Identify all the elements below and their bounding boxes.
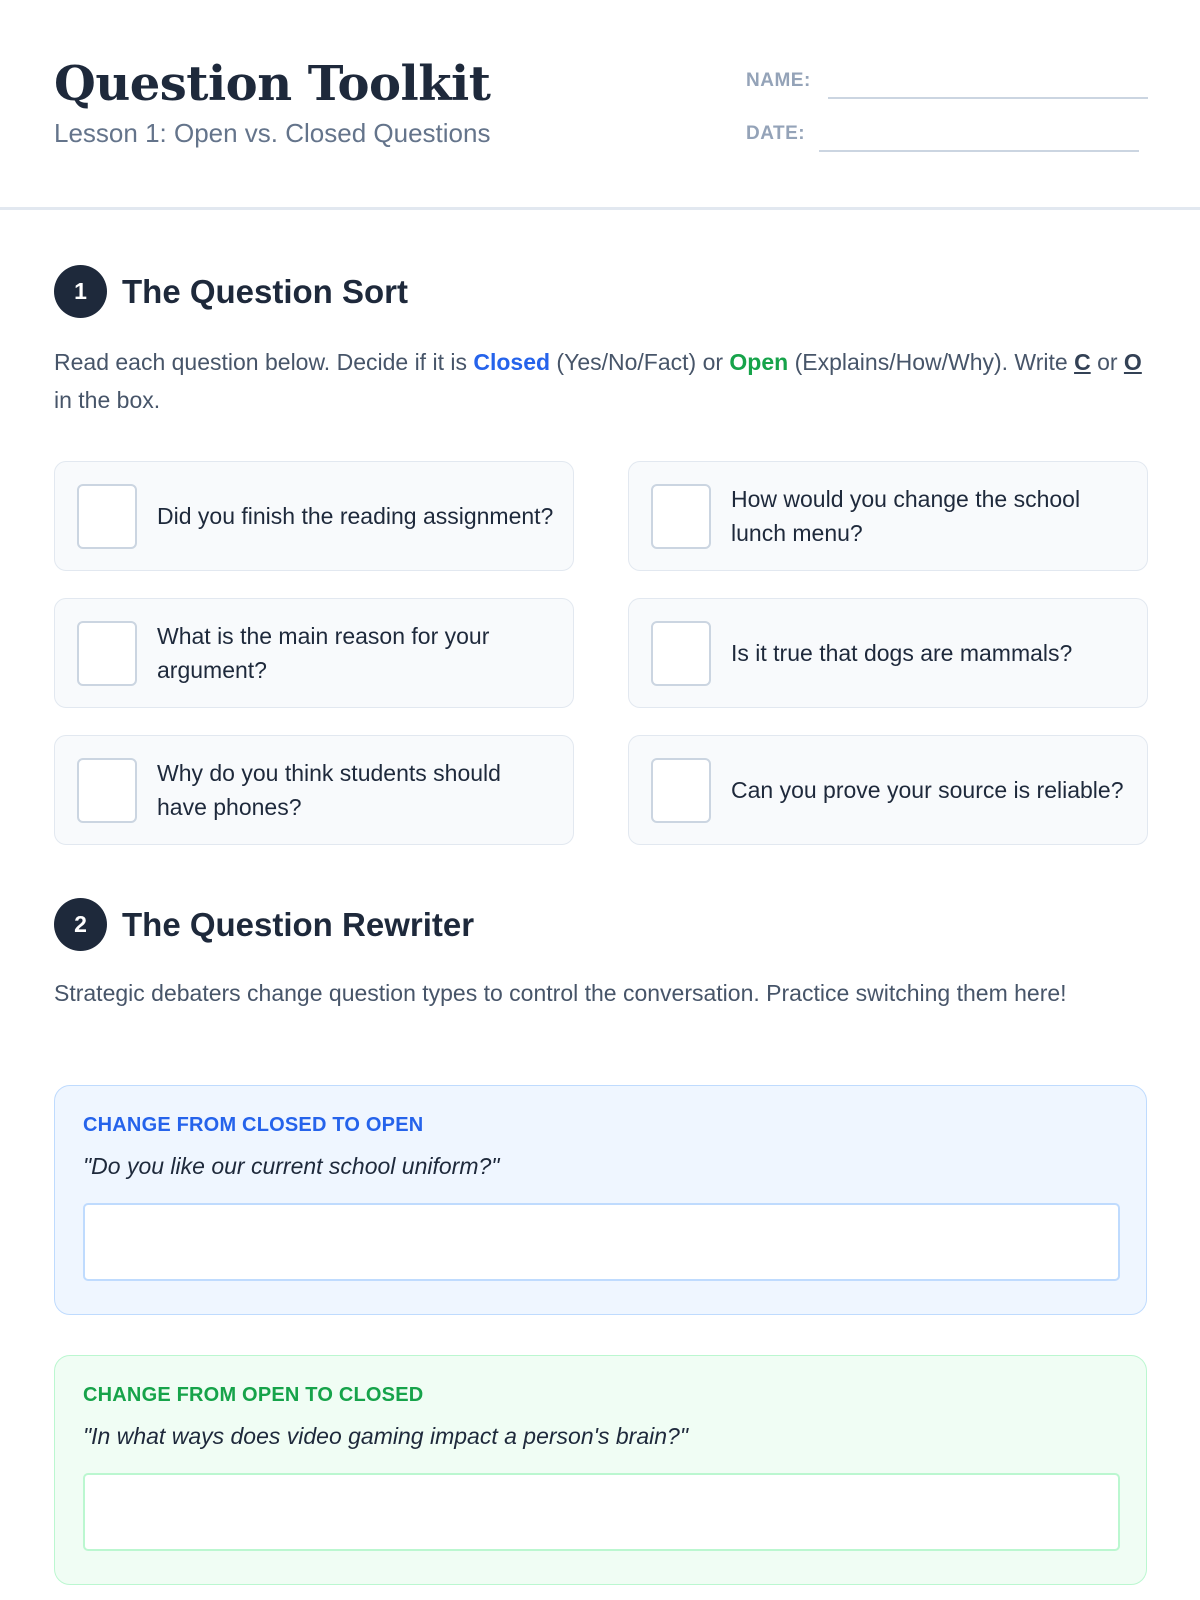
answer-box[interactable] bbox=[77, 758, 137, 823]
name-field[interactable] bbox=[828, 97, 1148, 99]
closed-rewrite-input[interactable] bbox=[83, 1473, 1120, 1551]
instruction-text: (Explains/How/Why). Write bbox=[788, 349, 1075, 375]
section-2-instructions: Strategic debaters change question types to control the conversation. Practice switching them here! bbox=[54, 980, 1067, 1006]
answer-box[interactable] bbox=[651, 758, 711, 823]
section-1-heading bbox=[54, 265, 408, 318]
lesson-subtitle: Lesson 1: Open vs. Closed Questions bbox=[54, 118, 491, 148]
date-field[interactable] bbox=[819, 150, 1139, 152]
answer-box[interactable] bbox=[651, 621, 711, 686]
open-to-closed-label: CHANGE FROM OPEN TO CLOSED bbox=[83, 1384, 424, 1406]
open-rewrite-input[interactable] bbox=[83, 1203, 1120, 1281]
question-card bbox=[54, 598, 574, 708]
question-text: Did you finish the reading assignment? bbox=[157, 503, 554, 529]
c-letter: C bbox=[1074, 349, 1091, 375]
instruction-text: Read each question below. Decide if it is bbox=[54, 349, 474, 375]
section-2-heading bbox=[54, 898, 474, 951]
question-card bbox=[54, 735, 574, 845]
page-title: Question Toolkit bbox=[54, 56, 491, 112]
name-label: NAME: bbox=[746, 70, 811, 91]
section-number-badge: 1 bbox=[54, 265, 107, 318]
question-text: Is it true that dogs are mammals? bbox=[731, 640, 1073, 666]
section-title: The Question Rewriter bbox=[122, 905, 475, 943]
closed-keyword: Closed bbox=[473, 349, 551, 375]
closed-to-open-panel bbox=[54, 1085, 1147, 1315]
closed-to-open-label: CHANGE FROM CLOSED TO OPEN bbox=[83, 1114, 424, 1136]
worksheet-header bbox=[0, 0, 1200, 210]
closed-question-quote: "Do you like our current school uniform?" bbox=[83, 1153, 500, 1179]
open-question-quote: "In what ways does video gaming impact a person's brain?" bbox=[83, 1423, 688, 1449]
answer-box[interactable] bbox=[77, 484, 137, 549]
question-card bbox=[54, 461, 574, 571]
question-card bbox=[628, 598, 1148, 708]
section-1-instructions bbox=[54, 343, 1154, 419]
o-letter: O bbox=[1123, 349, 1142, 375]
date-label: DATE: bbox=[746, 123, 806, 144]
question-text: Why do you think students should have phones? bbox=[157, 760, 501, 820]
question-text: How would you change the school lunch menu? bbox=[731, 486, 1081, 546]
question-card bbox=[628, 461, 1148, 571]
section-number-badge: 2 bbox=[54, 898, 107, 951]
question-text: Can you prove your source is reliable? bbox=[731, 777, 1124, 803]
open-to-closed-panel bbox=[54, 1355, 1147, 1585]
question-card bbox=[628, 735, 1148, 845]
instruction-text: in the box. bbox=[54, 387, 161, 413]
open-keyword: Open bbox=[729, 349, 789, 375]
section-title: The Question Sort bbox=[122, 272, 409, 310]
instruction-text: (Yes/No/Fact) or bbox=[550, 349, 730, 375]
question-text: What is the main reason for your argument? bbox=[157, 623, 490, 683]
answer-box[interactable] bbox=[651, 484, 711, 549]
answer-box[interactable] bbox=[77, 621, 137, 686]
instruction-text: or bbox=[1090, 349, 1124, 375]
